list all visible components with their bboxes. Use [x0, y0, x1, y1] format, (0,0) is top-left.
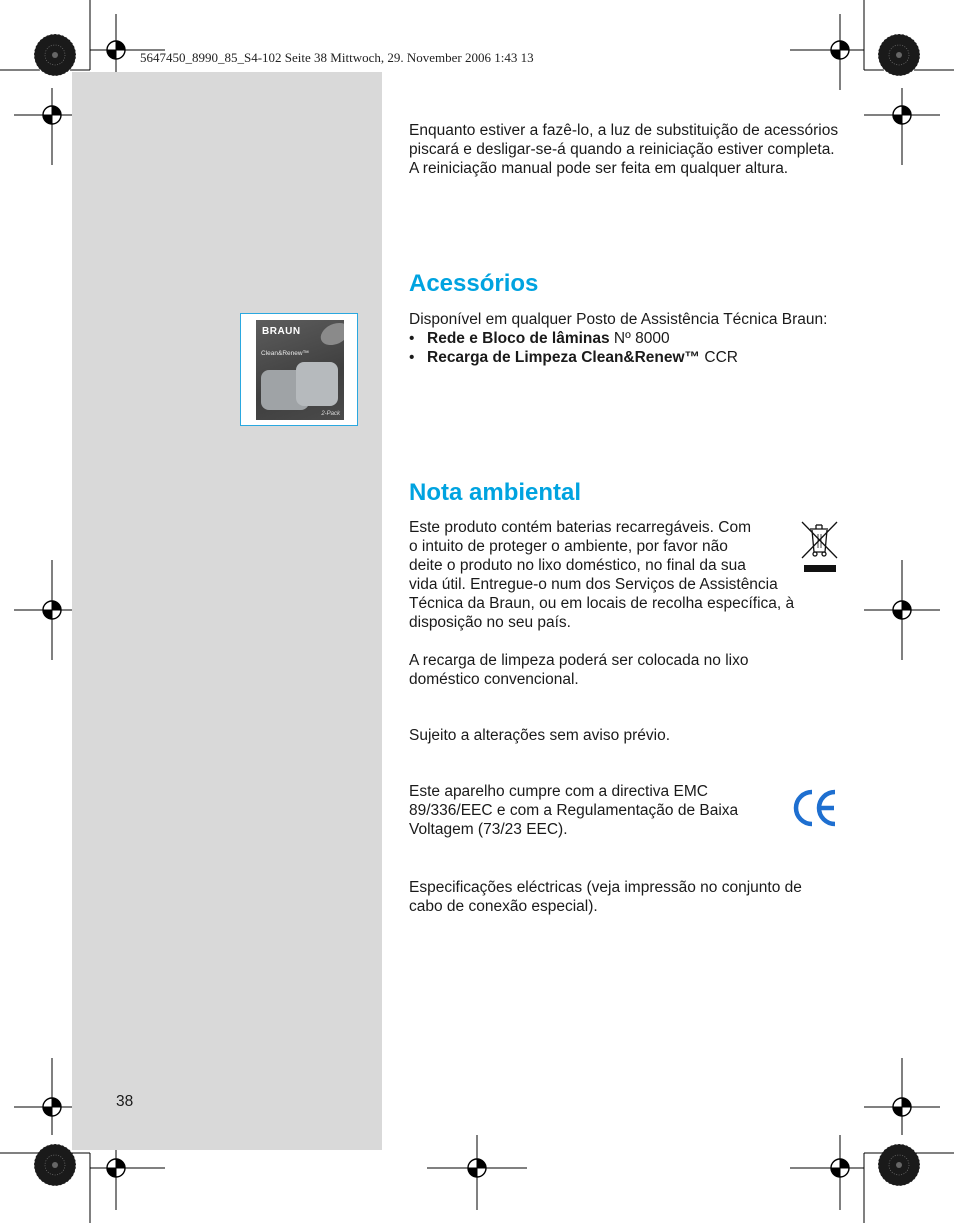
- environment-line: Técnica da Braun, ou em locais de recolha específica, à: [409, 595, 795, 612]
- emc-line: 89/336/EEC e com a Regulamentação de Baixa: [409, 802, 739, 819]
- environment-paragraph: [409, 518, 844, 632]
- accessories-heading: Acessórios: [409, 270, 539, 297]
- environment-line: disposição no seu país.: [409, 614, 571, 631]
- cartridge-shape: [296, 362, 338, 406]
- environment-line: o intuito de proteger o ambiente, por favor não: [409, 538, 728, 555]
- emc-line: Este aparelho cumpre com a directiva EMC: [409, 783, 708, 800]
- item-code: Nº 8000: [609, 330, 670, 347]
- crossed-bin-icon: [800, 520, 840, 576]
- environment-line: vida útil. Entregue-o num dos Serviços de Assistência: [409, 576, 778, 593]
- emc-paragraph: [409, 782, 789, 839]
- emc-line: Voltagem (73/23 EEC).: [409, 821, 568, 838]
- brand-logo: BRAUN: [262, 326, 301, 337]
- item-name: Recarga de Limpeza Clean&Renew™: [427, 349, 701, 366]
- electrical-specs: Especificações eléctricas (veja impressão no conjunto de cabo de conexão especial).: [409, 879, 802, 915]
- accessories-lead: Disponível em qualquer Posto de Assistência Técnica Braun:: [409, 311, 828, 328]
- product-label: Clean&Renew™: [261, 350, 310, 357]
- clean-renew-package: [256, 320, 344, 420]
- list-item: [409, 329, 839, 348]
- environment-line: Este produto contém baterias recarregáveis. Com: [409, 519, 752, 536]
- environment-line: deite o produto no lixo doméstico, no final da sua: [409, 557, 746, 574]
- item-name: Rede e Bloco de lâminas: [427, 330, 610, 347]
- accessories-body: [409, 310, 839, 367]
- subject-to-change: Sujeito a alterações sem aviso prévio.: [409, 727, 671, 744]
- accessories-list: [409, 329, 839, 367]
- badge-icon: [317, 320, 344, 349]
- product-image: [240, 313, 358, 426]
- sidebar-panel: [72, 72, 382, 1150]
- item-code: CCR: [700, 349, 738, 366]
- intro-paragraph: Enquanto estiver a fazê-lo, a luz de substituição de acessórios piscará e desligar-se-á quando a reiniciação estiver completa. A reiniciação manual pode ser feita em qualquer altura.: [409, 122, 839, 177]
- ce-mark-icon: [791, 788, 839, 828]
- environment-heading: Nota ambiental: [409, 479, 582, 506]
- cartridge-disposal-note: A recarga de limpeza poderá ser colocada no lixo doméstico convencional.: [409, 652, 749, 688]
- page-number: 38: [116, 1093, 134, 1110]
- list-item: [409, 348, 839, 367]
- print-header: 5647450_8990_85_S4-102 Seite 38 Mittwoch, 29. November 2006 1:43 13: [140, 50, 534, 65]
- pack-label: 2-Pack: [321, 411, 340, 417]
